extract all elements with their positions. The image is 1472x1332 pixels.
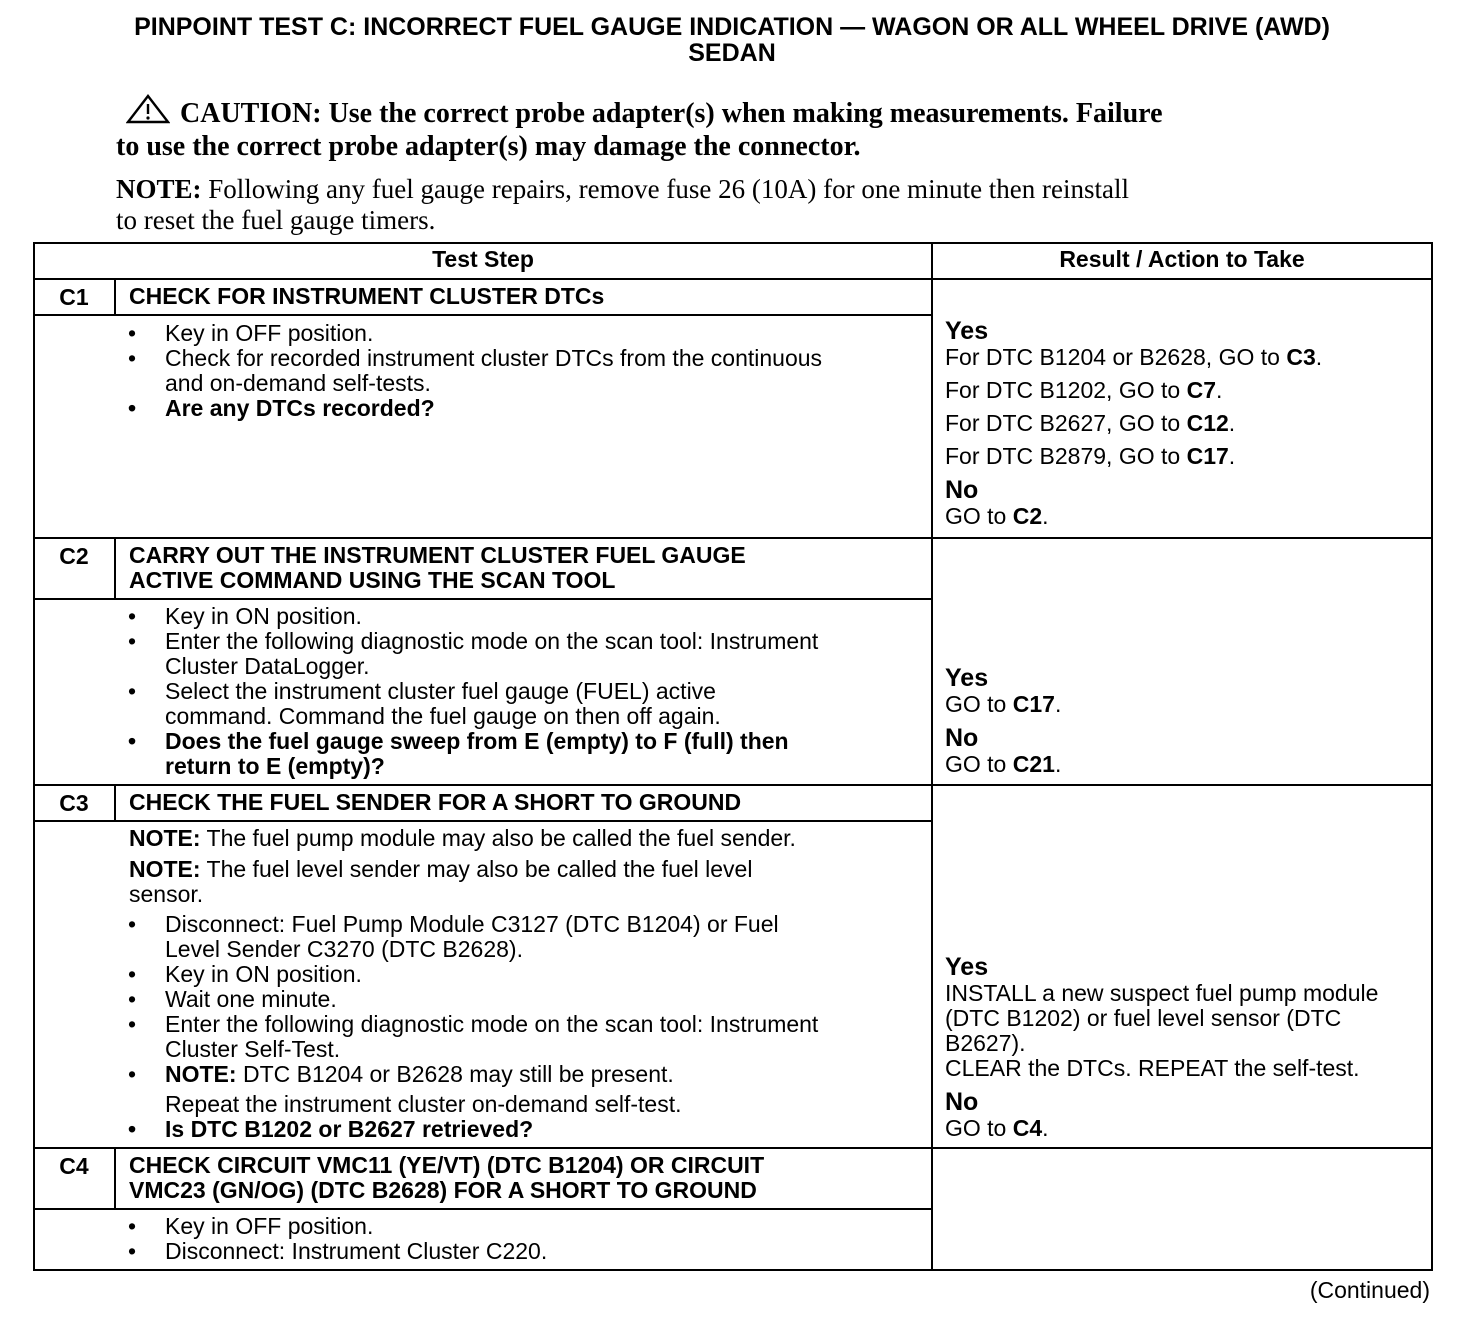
result-no-label: No (945, 1088, 979, 1116)
c2-end-rule (33, 784, 1433, 786)
result-no-label: No (945, 476, 979, 504)
step-title-c1: CHECK FOR INSTRUMENT CLUSTER DTCs (129, 283, 605, 309)
result-line: INSTALL a new suspect fuel pump module (945, 980, 1379, 1006)
result-line: GO to C2. (945, 503, 1049, 529)
step-title-c3: CHECK THE FUEL SENDER FOR A SHORT TO GROUND (129, 789, 742, 815)
list-item: • Enter the following diagnostic mode on the scan tool: Instrument (128, 1012, 918, 1037)
note-label: NOTE: (116, 174, 202, 204)
list-item: • Key in OFF position. (128, 321, 918, 346)
page-title (30, 14, 1434, 66)
warning-triangle-icon (126, 94, 170, 131)
result-yes-label: Yes (945, 317, 989, 345)
c3-title-rule (33, 820, 933, 822)
step-ref: C12 (1186, 410, 1229, 436)
c4-title-rule (33, 1208, 933, 1210)
c2-title-rule (33, 598, 933, 600)
c1-end-rule (33, 537, 1433, 539)
c3-end-rule (33, 1147, 1433, 1149)
step-title-c4: CHECK CIRCUIT VMC11 (YE/VT) (DTC B1204) OR CIRCUIT VMC23 (GN/OG) (DTC B2628) FOR A SHORT TO GROUND (129, 1152, 765, 1203)
c1-id-divider (114, 278, 116, 315)
step-ref: C21 (1012, 751, 1055, 777)
note-block (116, 174, 1336, 236)
title-line-2: SEDAN (688, 39, 776, 67)
list-item: • Are any DTCs recorded? (128, 396, 918, 421)
result-yes-label: Yes (945, 664, 989, 692)
column-divider (931, 242, 933, 1271)
step-title-c2: CARRY OUT THE INSTRUMENT CLUSTER FUEL GAUGE ACTIVE COMMAND USING THE SCAN TOOL (129, 542, 746, 593)
step-c2-actions (128, 604, 918, 779)
step-id-c1: C1 (59, 284, 89, 310)
c3-id-divider (114, 784, 116, 821)
continued-label: (Continued) (1309, 1277, 1430, 1303)
result-line: For DTC B1202, GO to C7. (945, 377, 1223, 403)
title-line-1: PINPOINT TEST C: INCORRECT FUEL GAUGE INDICATION — WAGON OR ALL WHEEL DRIVE (AWD) (134, 13, 1330, 41)
caution-block (116, 94, 1316, 162)
step-ref: C3 (1286, 344, 1316, 370)
caution-label: CAUTION: (180, 98, 322, 129)
list-item: • Key in OFF position. (128, 1214, 918, 1239)
result-yes-label: Yes (945, 953, 989, 981)
step-ref: C7 (1186, 377, 1216, 403)
list-item: • Does the fuel gauge sweep from E (empty) to F (full) then (128, 729, 918, 754)
caution-text-2: to use the correct probe adapter(s) may damage the connector. (116, 131, 861, 162)
list-item: • NOTE: DTC B1204 or B2628 may still be present. (128, 1062, 918, 1087)
list-item: Level Sender C3270 (DTC B2628). (165, 936, 523, 962)
result-line: For DTC B1204 or B2628, GO to C3. (945, 344, 1323, 370)
list-item: • Key in ON position. (128, 962, 918, 987)
result-line: CLEAR the DTCs. REPEAT the self-test. (945, 1055, 1360, 1081)
step-ref: C2 (1012, 503, 1043, 529)
header-result: Result / Action to Take (1059, 246, 1305, 272)
step-id-c2: C2 (59, 543, 89, 569)
result-no-label: No (945, 724, 979, 752)
list-item: • Disconnect: Instrument Cluster C220. (128, 1239, 918, 1264)
c4-id-divider (114, 1147, 116, 1209)
step-ref: C4 (1012, 1115, 1043, 1141)
list-item: • Disconnect: Fuel Pump Module C3127 (DTC B1204) or Fuel (128, 912, 918, 937)
step-c1-result (945, 318, 1431, 529)
caution-line-1 (116, 94, 1316, 131)
result-line: B2627). (945, 1030, 1026, 1056)
step-c4-actions (128, 1214, 918, 1264)
list-item: • Wait one minute. (128, 987, 918, 1012)
result-line: GO to C4. (945, 1115, 1049, 1141)
step-c3-note-2: NOTE: The fuel level sender may also be called the fuel level sensor. (129, 856, 753, 907)
list-item: Cluster Self-Test. (165, 1036, 341, 1062)
list-item: return to E (empty)? (165, 753, 385, 779)
list-item: and on-demand self-tests. (165, 370, 431, 396)
step-c3-actions (128, 912, 918, 1142)
step-id-c3: C3 (59, 790, 89, 816)
list-item: Repeat the instrument cluster on-demand self-test. (165, 1091, 682, 1117)
list-item: • Key in ON position. (128, 604, 918, 629)
c2-id-divider (114, 537, 116, 599)
result-line: GO to C17. (945, 691, 1062, 717)
c1-title-rule (33, 314, 933, 316)
step-ref: C17 (1012, 691, 1055, 717)
list-item: • Check for recorded instrument cluster DTCs from the continuous (128, 346, 918, 371)
result-line: For DTC B2879, GO to C17. (945, 443, 1236, 469)
list-item: Cluster DataLogger. (165, 653, 370, 679)
list-item: • Select the instrument cluster fuel gauge (FUEL) active (128, 679, 918, 704)
step-c3-result (945, 954, 1431, 1141)
note-text-1: Following any fuel gauge repairs, remove fuse 26 (10A) for one minute then reinstall (201, 174, 1130, 204)
result-line: For DTC B2627, GO to C12. (945, 410, 1236, 436)
header-rule (33, 278, 1433, 280)
step-c2-result (945, 665, 1431, 777)
list-item: command. Command the fuel gauge on then off again. (165, 703, 721, 729)
list-item: • Is DTC B1202 or B2627 retrieved? (128, 1117, 918, 1142)
note-text-2: to reset the fuel gauge timers. (116, 205, 436, 235)
note-line-1 (116, 174, 1336, 205)
list-item: • Enter the following diagnostic mode on the scan tool: Instrument (128, 629, 918, 654)
step-ref: C17 (1186, 443, 1229, 469)
header-test-step: Test Step (432, 246, 534, 272)
result-line: GO to C21. (945, 751, 1062, 777)
caution-text-1: Use the correct probe adapter(s) when making measurements. Failure (321, 98, 1163, 129)
result-line: (DTC B1202) or fuel level sensor (DTC (945, 1005, 1342, 1031)
step-id-c4: C4 (59, 1153, 89, 1179)
step-c1-actions (128, 321, 918, 421)
step-c3-note-1: NOTE: The fuel pump module may also be called the fuel sender. (129, 825, 796, 851)
